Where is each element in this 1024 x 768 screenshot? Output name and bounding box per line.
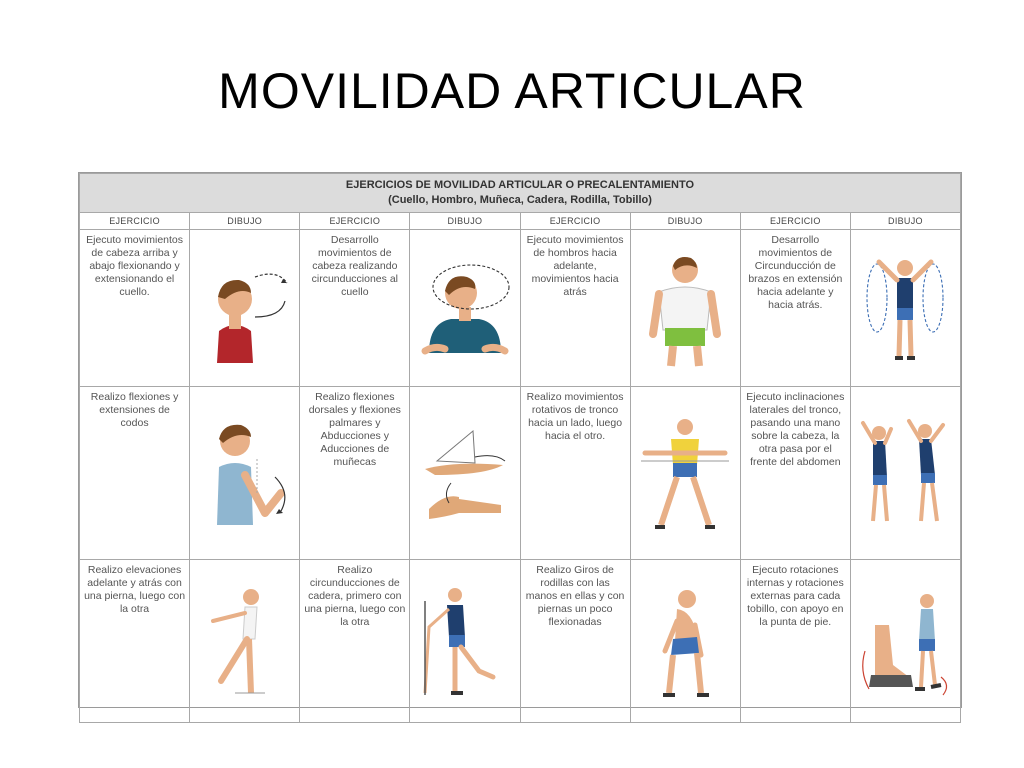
table-banner-row: [80, 174, 961, 213]
exercise-cell: Ejecuto movimientos de hombros hacia adelante, movimientos hacia atrás: [520, 230, 630, 387]
exercise-cell: Realizo elevaciones adelante y atrás con una pierna, luego con la otra: [80, 560, 190, 723]
table-banner: [80, 174, 961, 213]
exercise-cell: Realizo movimientos rotativos de tronco hacia un lado, luego hacia el otro.: [520, 387, 630, 560]
wrist-flex-drawing: [415, 413, 515, 533]
drawing-cell: [850, 230, 960, 387]
column-header-row: [80, 213, 961, 230]
drawing-cell: [190, 387, 300, 560]
exercise-cell: Desarrollo movimientos de cabeza realizando circunducciones al cuello: [300, 230, 410, 387]
slide-title: MOVILIDAD ARTICULAR: [218, 63, 806, 119]
drawing-cell: [630, 560, 740, 723]
col-header-ejercicio: EJERCICIO: [300, 213, 410, 230]
drawing-cell: [850, 560, 960, 723]
drawing-cell: [630, 387, 740, 560]
col-header-dibujo: DIBUJO: [410, 213, 520, 230]
arm-circle-drawing: [855, 248, 955, 368]
exercise-table: [78, 172, 962, 708]
col-header-dibujo: DIBUJO: [190, 213, 300, 230]
exercise-cell: Realizo flexiones dorsales y flexiones palmares y Abducciones y Aducciones de muñecas: [300, 387, 410, 560]
drawing-cell: [410, 387, 520, 560]
trunk-rotation-drawing: [635, 413, 735, 533]
leg-swing-drawing: [195, 581, 295, 701]
drawing-cell: [630, 230, 740, 387]
exercise-cell: Realizo flexiones y extensiones de codos: [80, 387, 190, 560]
hip-circle-drawing: [415, 581, 515, 701]
drawing-cell: [410, 560, 520, 723]
table-row: [80, 560, 961, 723]
drawing-cell: [410, 230, 520, 387]
banner-subtitle: (Cuello, Hombro, Muñeca, Cadera, Rodilla, Tobillo): [388, 194, 652, 206]
col-header-ejercicio: EJERCICIO: [520, 213, 630, 230]
knee-circle-drawing: [635, 581, 735, 701]
head-nod-drawing: [195, 253, 295, 363]
col-header-dibujo: DIBUJO: [630, 213, 740, 230]
exercise-cell: Realizo circunducciones de cadera, primero con una pierna, luego con la otra: [300, 560, 410, 723]
table-row: [80, 230, 961, 387]
col-header-ejercicio: EJERCICIO: [80, 213, 190, 230]
exercise-cell: Desarrollo movimientos de Circunducción de brazos en extensión hacia adelante y hacia atrás.: [740, 230, 850, 387]
side-bend-drawing: [855, 413, 955, 533]
ankle-rotation-drawing: [855, 581, 955, 701]
col-header-ejercicio: EJERCICIO: [740, 213, 850, 230]
drawing-cell: [190, 560, 300, 723]
elbow-flex-drawing: [195, 413, 295, 533]
col-header-dibujo: DIBUJO: [850, 213, 960, 230]
exercise-cell: Ejecuto rotaciones internas y rotaciones externas para cada tobillo, con apoyo en la punta de pie.: [740, 560, 850, 723]
drawing-cell: [850, 387, 960, 560]
table-row: [80, 387, 961, 560]
exercise-cell: Ejecuto inclinaciones laterales del tronco, pasando una mano sobre la cabeza, la otra pasa por el frente del abdomen: [740, 387, 850, 560]
banner-title: EJERCICIOS DE MOVILIDAD ARTICULAR O PRECALENTAMIENTO: [345, 179, 695, 191]
exercise-cell: Ejecuto movimientos de cabeza arriba y abajo flexionando y extensionando el cuello.: [80, 230, 190, 387]
shoulder-roll-drawing: [635, 248, 735, 368]
exercise-cell: Realizo Giros de rodillas con las manos en ellas y con piernas un poco flexionadas: [520, 560, 630, 723]
neck-circle-drawing: [415, 253, 515, 363]
drawing-cell: [190, 230, 300, 387]
